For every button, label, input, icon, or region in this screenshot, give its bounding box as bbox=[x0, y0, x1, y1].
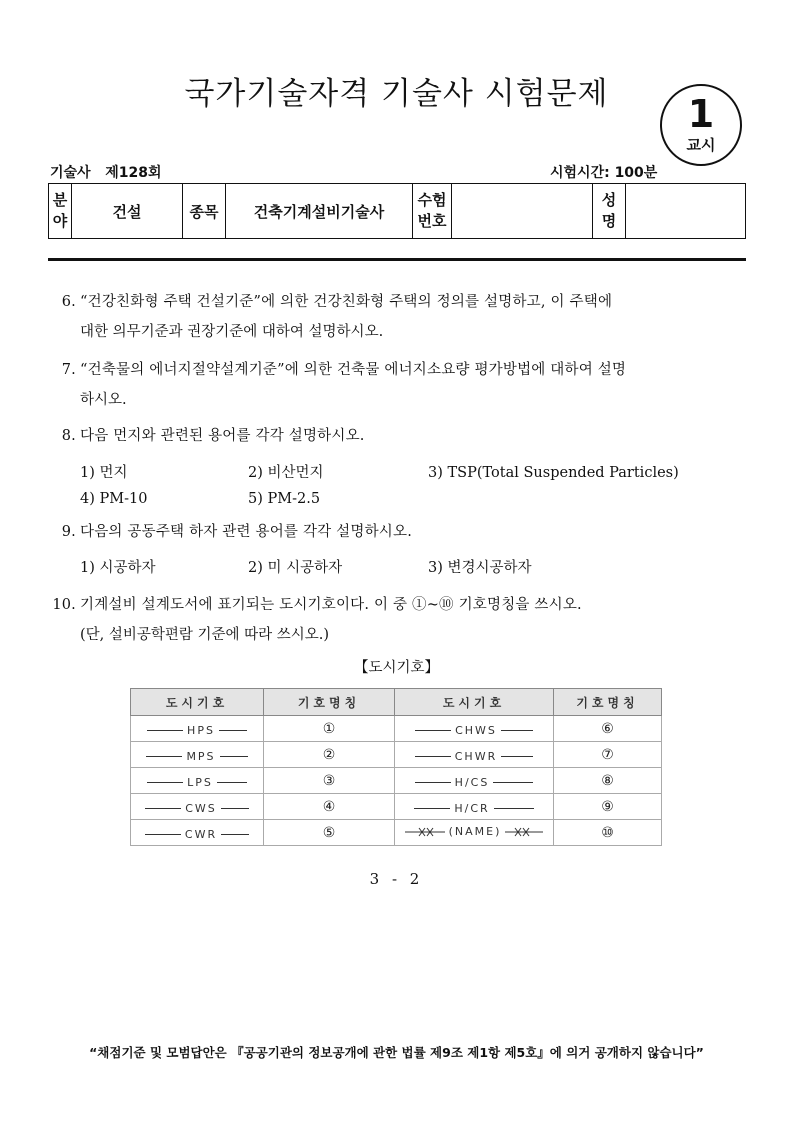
symbol-label: HPS bbox=[187, 723, 215, 737]
blank-number-3: ③ bbox=[264, 768, 395, 794]
symbol-header-2: 도시기호 bbox=[395, 689, 554, 716]
question-7-text: “건축물의 에너지절약설계기준”에 의한 건축물 에너지소요량 평가방법에 대하여 설명 bbox=[80, 362, 627, 378]
symbol-label: LPS bbox=[187, 775, 213, 789]
question-6-number: 6. bbox=[61, 294, 76, 310]
footer-disclaimer: “채점기준 및 모범답안은 『공공기관의 정보공개에 관한 법률 제9조 제1항 제5호』에 의거 공개하지 않습니다” bbox=[89, 1045, 704, 1060]
symbol-table bbox=[130, 688, 662, 846]
question-8 bbox=[52, 421, 750, 451]
question-9-text: 다음의 공동주택 하자 관련 용어를 각각 설명하시오. bbox=[80, 524, 413, 540]
table-row bbox=[131, 820, 662, 846]
category-label-cell: 종목 bbox=[183, 184, 226, 239]
field-label-2: 야 bbox=[52, 212, 68, 230]
table-row bbox=[131, 716, 662, 742]
exam-number-label-1: 수험 bbox=[417, 191, 447, 209]
question-8-item-2: 2) 비산먼지 bbox=[248, 465, 324, 481]
symbol-label: CWR bbox=[184, 827, 218, 841]
question-6-continuation: 대한 의무기준과 권장기준에 대하여 설명하시오. bbox=[80, 324, 384, 340]
field-label-1: 분 bbox=[52, 191, 68, 209]
pipe-symbol-chwr bbox=[395, 742, 554, 768]
question-7-continuation: 하시오. bbox=[80, 392, 127, 408]
pipe-symbol-chws bbox=[395, 716, 554, 742]
pipe-symbol-lps bbox=[131, 768, 264, 794]
question-7 bbox=[52, 355, 750, 385]
exam-number-field[interactable] bbox=[452, 184, 593, 239]
question-10-number: 10. bbox=[52, 597, 76, 613]
question-10-note: (단, 설비공학편람 기준에 따라 쓰시오.) bbox=[80, 627, 330, 643]
blank-number-2: ② bbox=[264, 742, 395, 768]
symbol-label: H/CS bbox=[454, 775, 490, 789]
table-row bbox=[131, 768, 662, 794]
blank-number-8: ⑧ bbox=[554, 768, 662, 794]
symbol-label: CHWS bbox=[455, 723, 497, 737]
name-label-1: 성 bbox=[601, 191, 617, 209]
period-unit: 교시 bbox=[686, 136, 716, 154]
field-label-cell bbox=[49, 184, 72, 239]
blank-number-6: ⑥ bbox=[554, 716, 662, 742]
exam-number-label-2: 번호 bbox=[417, 212, 447, 230]
page-number: 3 - 2 bbox=[369, 870, 424, 888]
period-number: 1 bbox=[687, 92, 715, 136]
cross-mark-line-icon bbox=[405, 827, 445, 837]
header-divider bbox=[48, 258, 746, 261]
question-9-item-2: 2) 미 시공하자 bbox=[248, 560, 343, 576]
blank-number-9: ⑨ bbox=[554, 794, 662, 820]
question-8-item-4: 4) PM-10 bbox=[80, 491, 148, 507]
name-header-1: 기호명칭 bbox=[264, 689, 395, 716]
pipe-symbol-hcr bbox=[395, 794, 554, 820]
exam-round: 기술사 제128회 bbox=[50, 165, 162, 181]
question-7-number: 7. bbox=[61, 362, 76, 378]
symbol-header-1: 도시기호 bbox=[131, 689, 264, 716]
question-8-text: 다음 먼지와 관련된 용어를 각각 설명하시오. bbox=[80, 428, 365, 444]
pipe-symbol-hcs bbox=[395, 768, 554, 794]
question-8-item-3: 3) TSP(Total Suspended Particles) bbox=[428, 465, 679, 481]
table-row bbox=[131, 742, 662, 768]
period-badge bbox=[660, 84, 742, 166]
pipe-symbol-hps bbox=[131, 716, 264, 742]
pipe-symbol-cws bbox=[131, 794, 264, 820]
blank-number-4: ④ bbox=[264, 794, 395, 820]
symbol-table-caption: 【도시기호】 bbox=[353, 660, 440, 676]
name-header-2: 기호명칭 bbox=[554, 689, 662, 716]
category-value-cell: 건축기계설비기술사 bbox=[226, 184, 413, 239]
question-9-item-3: 3) 변경시공하자 bbox=[428, 560, 532, 576]
cross-mark-line-icon bbox=[505, 827, 543, 837]
question-8-item-5: 5) PM-2.5 bbox=[248, 491, 321, 507]
name-label-2: 명 bbox=[601, 212, 617, 230]
symbol-label: MPS bbox=[186, 749, 216, 763]
pipe-symbol-name bbox=[395, 820, 554, 846]
blank-number-10: ⑩ bbox=[554, 820, 662, 846]
pipe-symbol-cwr bbox=[131, 820, 264, 846]
exam-info-table bbox=[48, 183, 746, 239]
question-10 bbox=[52, 590, 750, 620]
question-6 bbox=[52, 287, 750, 317]
exam-number-label-cell bbox=[413, 184, 452, 239]
question-8-item-1: 1) 먼지 bbox=[80, 465, 128, 481]
question-10-text: 기계설비 설계도서에 표기되는 도시기호이다. 이 중 ①~⑩ 기호명칭을 쓰시오. bbox=[80, 597, 582, 613]
question-9-item-1: 1) 시공하자 bbox=[80, 560, 156, 576]
question-6-text: “건강친화형 주택 건설기준”에 의한 건강친화형 주택의 정의를 설명하고, 이 주택에 bbox=[80, 294, 613, 310]
blank-number-1: ① bbox=[264, 716, 395, 742]
symbol-label: CWS bbox=[185, 801, 217, 815]
blank-number-5: ⑤ bbox=[264, 820, 395, 846]
question-8-number: 8. bbox=[61, 428, 76, 444]
symbol-label: CHWR bbox=[454, 749, 498, 763]
symbol-label: H/CR bbox=[454, 801, 490, 815]
exam-title: 국가기술자격 기술사 시험문제 bbox=[184, 76, 609, 112]
name-field[interactable] bbox=[626, 184, 746, 239]
question-9-number: 9. bbox=[61, 524, 76, 540]
symbol-label: (NAME) bbox=[448, 825, 502, 839]
pipe-symbol-mps bbox=[131, 742, 264, 768]
blank-number-7: ⑦ bbox=[554, 742, 662, 768]
exam-time: 시험시간: 100분 bbox=[550, 165, 658, 181]
question-9 bbox=[52, 517, 750, 547]
table-row bbox=[131, 794, 662, 820]
field-value-cell: 건설 bbox=[72, 184, 183, 239]
name-label-cell bbox=[593, 184, 626, 239]
